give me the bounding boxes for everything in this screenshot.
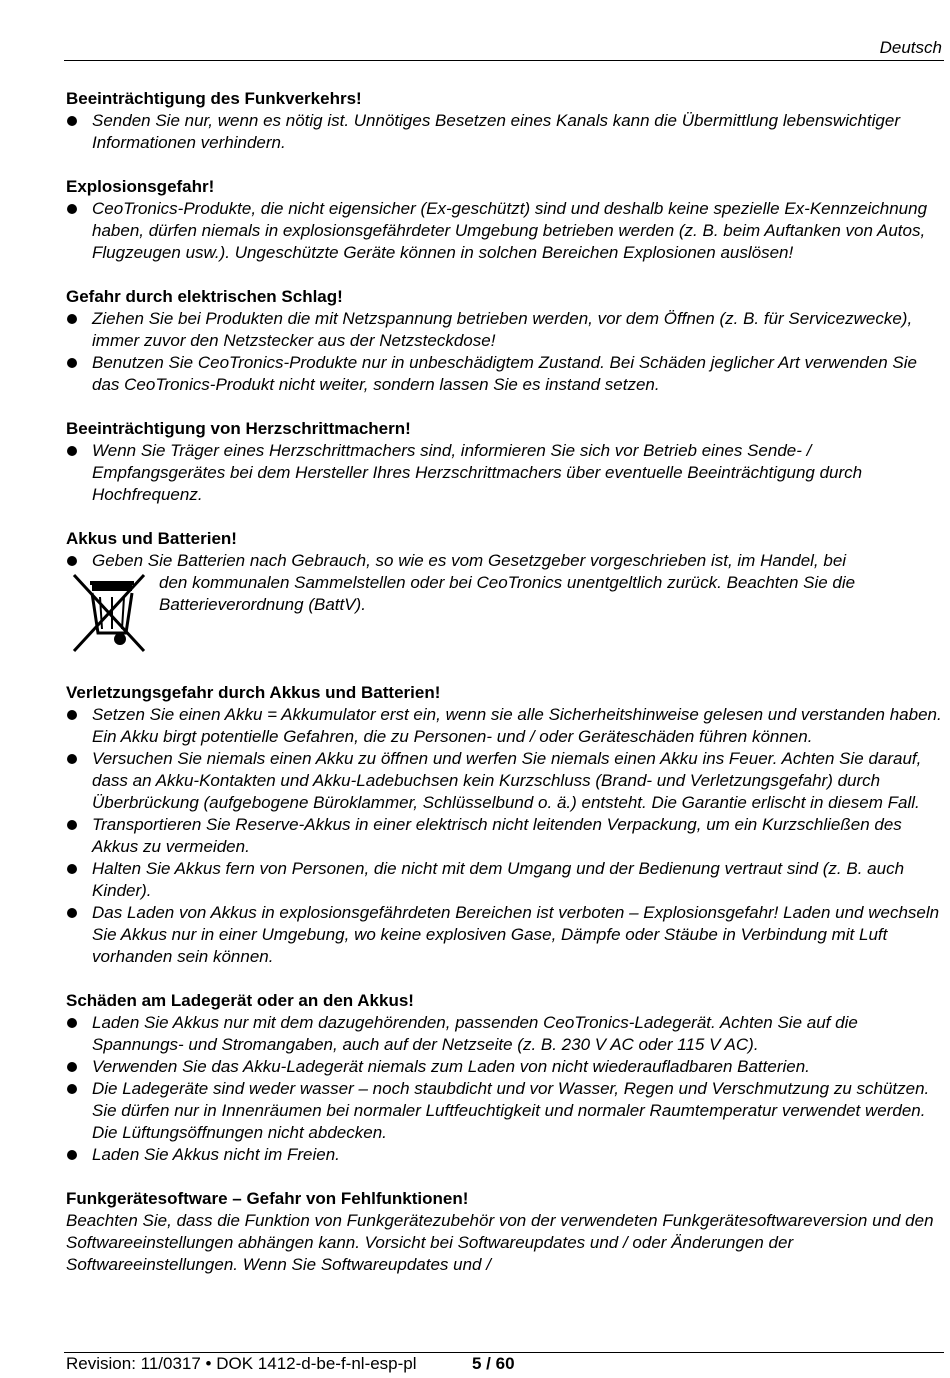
section-batteries [66, 528, 942, 660]
bullet-dot [67, 1062, 77, 1072]
page-number: 5 / 60 [472, 1354, 515, 1373]
crossed-out-wheelie-bin-icon [70, 573, 148, 653]
bullet-dot [67, 204, 77, 214]
safety-section [66, 88, 942, 154]
section-heading: Funkgerätesoftware – Gefahr von Fehlfunktionen! [66, 1189, 469, 1208]
safety-section [66, 176, 942, 264]
bullet-dot [67, 446, 77, 456]
bullet-list [66, 110, 942, 154]
bullet-item [66, 110, 942, 154]
section-heading: Beeinträchtigung von Herzschrittmachern! [66, 419, 411, 438]
bullet-dot [67, 556, 77, 566]
safety-section [66, 990, 942, 1166]
bullet-list [66, 440, 942, 506]
bullet-item [66, 1012, 942, 1056]
section-heading: Beeinträchtigung des Funkverkehrs! [66, 89, 362, 108]
bullet-text: Laden Sie Akkus nur mit dem dazugehörenden, passenden CeoTronics-Ladegerät. Achten Sie auf die Spannungs- und Stromangaben, auch auf der Netzseite (z. B. 230 V AC oder 115 V AC). [92, 1013, 858, 1054]
battery-disposal-notice [66, 550, 942, 660]
battery-text-line3: Batterieverordnung (BattV). [159, 595, 366, 614]
bullet-text: Senden Sie nur, wenn es nötig ist. Unnötiges Besetzen eines Kanals kann die Übermittlung lebenswichtiger Informationen verhindern. [92, 111, 900, 152]
bullet-list [66, 704, 942, 968]
bullet-dot [67, 1150, 77, 1160]
safety-section [66, 682, 942, 968]
bullet-text: Halten Sie Akkus fern von Personen, die nicht mit dem Umgang und der Bedienung vertraut sind (z. B. auch Kinder). [92, 859, 905, 900]
footer-revision: Revision: 11/0317 • DOK 1412-d-be-f-nl-esp-pl [66, 1354, 417, 1373]
safety-sections-top [66, 88, 942, 506]
bullet-dot [67, 1018, 77, 1028]
safety-section [66, 418, 942, 506]
battery-text-line1: Geben Sie Batterien nach Gebrauch, so wie es vom Gesetzgeber vorgeschrieben ist, im Handel, bei [92, 551, 847, 570]
bullet-item [66, 704, 942, 748]
document-body [66, 88, 942, 1298]
bullet-text: Verwenden Sie das Akku-Ladegerät niemals zum Laden von nicht wiederaufladbaren Batterien. [92, 1057, 810, 1076]
bullet-text: Das Laden von Akkus in explosionsgefährdeten Bereichen ist verboten – Explosionsgefahr! Laden und wechseln Sie Akkus nur in einer Umgebung, wo keine explosiven Gase, Dämpfe oder Stäube in Verbindung mit Luft vorhanden sein können. [92, 903, 940, 966]
bullet-text: Setzen Sie einen Akku = Akkumulator erst ein, wenn sie alle Sicherheitshinweise gelesen und verstanden haben. Ein Akku birgt potentielle Gefahren, die zu Personen- und / oder Geräteschäden führen können. [92, 705, 942, 746]
bullet-list [66, 308, 942, 396]
bullet-text: CeoTronics-Produkte, die nicht eigensicher (Ex-geschützt) sind und deshalb keine spezielle Ex-Kennzeichnung haben, dürfen niemals in explosionsgefährdeter Umgebung betrieben werden (z. B. beim Auftanken von Autos, Flugzeugen usw.). Ungeschützte Geräte können in solchen Bereichen Explosionen auslösen! [92, 199, 928, 262]
bullet-item [66, 352, 942, 396]
software-text: Beachten Sie, dass die Funktion von Funkgerätezubehör von der verwendeten Funkgerätesoftwareversion und den Softwareeinstellungen abhängen kann. Vorsicht bei Softwareupdates und / oder Änderungen der Softwareeinstellungen. Wenn Sie Softwareupdates und / [66, 1211, 934, 1274]
bullet-item [66, 814, 942, 858]
bullet-list [66, 1012, 942, 1166]
bullet-item [66, 902, 942, 968]
header-language: Deutsch [879, 38, 942, 57]
bullet-dot [67, 754, 77, 764]
section-heading: Schäden am Ladegerät oder an den Akkus! [66, 991, 414, 1010]
section-heading: Verletzungsgefahr durch Akkus und Batterien! [66, 683, 441, 702]
section-software [66, 1188, 942, 1276]
safety-sections-bottom [66, 682, 942, 1166]
bullet-dot [67, 864, 77, 874]
bullet-item [66, 440, 942, 506]
footer-divider [64, 1352, 944, 1353]
section-heading: Akkus und Batterien! [66, 529, 237, 548]
bullet-text: Transportieren Sie Reserve-Akkus in einer elektrisch nicht leitenden Verpackung, um ein Kurzschließen des Akkus zu vermeiden. [92, 815, 902, 856]
bullet-dot [67, 908, 77, 918]
bullet-text: Wenn Sie Träger eines Herzschrittmachers sind, informieren Sie sich vor Betrieb eines Sende- / Empfangsgerätes bei dem Hersteller Ihres Herzschrittmachers über eventuelle Beeinträchtigung durch Hochfrequenz. [92, 441, 863, 504]
bullet-text: Ziehen Sie bei Produkten die mit Netzspannung betrieben werden, vor dem Öffnen (z. B. für Servicezwecke), immer zuvor den Netzstecker aus der Netzsteckdose! [92, 309, 913, 350]
bullet-text: Versuchen Sie niemals einen Akku zu öffnen und werfen Sie niemals einen Akku ins Feuer. Achten Sie darauf, dass an Akku-Kontakten und Akku-Ladebuchsen kein Kurzschluss (Brand- und Verletzungsgefahr) durch Überbrückung (aufgebogene Büroklammer, Schlüsselbund o. ä.) entsteht. Die Garantie erlischt in diesem Fall. [92, 749, 922, 812]
bullet-dot [67, 710, 77, 720]
bullet-item [66, 858, 942, 902]
bullet-text: Benutzen Sie CeoTronics-Produkte nur in unbeschädigtem Zustand. Bei Schäden jeglicher Art verwenden Sie das CeoTronics-Produkt nicht weiter, sondern lassen Sie es instand setzen. [92, 353, 917, 394]
battery-text-line2: den kommunalen Sammelstellen oder bei CeoTronics unentgeltlich zurück. Beachten Sie die [159, 573, 856, 592]
safety-section [66, 286, 942, 396]
bullet-item [66, 308, 942, 352]
bullet-item [66, 1078, 942, 1144]
bullet-item [66, 198, 942, 264]
section-heading: Gefahr durch elektrischen Schlag! [66, 287, 343, 306]
bullet-item [66, 748, 942, 814]
bullet-dot [67, 1084, 77, 1094]
bullet-item [66, 1144, 942, 1166]
header-divider [64, 60, 944, 61]
bullet-text: Laden Sie Akkus nicht im Freien. [92, 1145, 340, 1164]
bullet-item [66, 1056, 942, 1078]
bullet-dot [67, 314, 77, 324]
bullet-dot [67, 820, 77, 830]
bullet-dot [67, 358, 77, 368]
bullet-list [66, 198, 942, 264]
section-heading: Explosionsgefahr! [66, 177, 215, 196]
bullet-text: Die Ladegeräte sind weder wasser – noch staubdicht und vor Wasser, Regen und Verschmutzung zu schützen. Sie dürfen nur in Innenräumen bei normaler Luftfeuchtigkeit und normaler Raumtemperatur verwendet werden. Die Lüftungsöffnungen nicht abdecken. [92, 1079, 930, 1142]
bullet-dot [67, 116, 77, 126]
